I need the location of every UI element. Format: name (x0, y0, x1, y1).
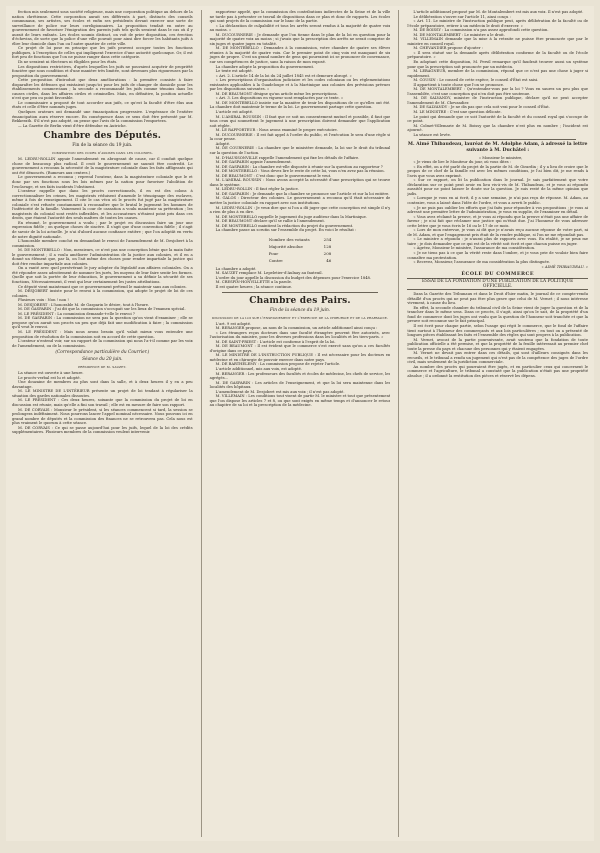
paragraph: L'article additionnel, mis aux voix, est adopté. (215, 367, 302, 371)
paragraph: M. COUSIN : Le conseil de cette espèce, le conseil d'État est saisi. (413, 78, 539, 83)
paragraph: M. DUCOURNERIE : Je demande que l'on tienne dans le plan de la loi en question pour la majorité de quatre voix au moins ; si j'avais que la prescription des arrêts ne serait comprise de six juges et quatre juges en totalité. (209, 32, 391, 46)
correspondence-title: (Correspondance particulière du Courrier.) (55, 350, 150, 356)
paragraph: M. DE BARTHÉLEMY : La commission propose de rejeter l'article. (215, 362, 341, 367)
paragraph: Le procès-verbal est lu et adopté. (18, 375, 81, 380)
paragraph: M. DE SALVANDY, ministre de l'instruction publique, déclare qu'il ne peut accepter l'amendement de M. Chevandier. (407, 96, 589, 105)
vote-value: 254 (323, 236, 332, 242)
section-title-chambre-pairs: Chambre des Pairs. (249, 295, 351, 306)
paragraph: M. SAUZET remplace M. Lepeletier-d'Aulnay au fauteuil. (215, 271, 323, 276)
paragraph: M. BERANGER : Les professeurs des facultés et écoles de médecine, les chefs de service, les agrégés... (209, 371, 391, 381)
table-row (263, 251, 338, 256)
paragraph: Il est quatre heures ; la séance continue. (215, 284, 293, 289)
paragraph: M. D'HAUSSONVILLE rappelle l'amendement qui fixe les détails de l'affaire. (215, 155, 360, 160)
paragraph: Il appartient à toute chose que l'on se prononce. (413, 82, 505, 87)
paragraph: Cette proposition d'introduit que deux améliorations : la première consiste à faire disparaître les défenses qui existaient jusqu'ici pour les juifs de changer de domicile pour les établissements commerciaux ; la seconde a recommandé les juifs comme témoins dans les causes civiles, dans les affaires civiles et criminelles. Mais, en définitive, la position actuelle n'est que peu ou point favorable. (12, 78, 193, 101)
paragraph: M. LEBAGNEUR, membre de la commission, répond que ce n'est pas une chose à juger si rapidement. (407, 69, 589, 78)
paragraph: M. DE BEAUMONT : Il est évident que le commerce s'est exercé sans qu'on a ces facultés d'origine dans ce pays. (209, 344, 391, 353)
section-topic: discussion de la loi sur l'enseignement et l'exercice de la chirurgie et de la pharmacie. (211, 314, 389, 320)
article-subtitle: ESSAI DE LA FONDATION D'UNE PUBLICATION DE LA POLITIQUE OFFICIELLE. (407, 278, 588, 290)
paragraph: L'orateur rappelle que dans les procès correctionnels, il en est des colons à correctionnaliser les crimes, les magistrats réduisent d'amende le témoignage des esclaves, même à fois de renseignement. Il cite le cas vécu où le procès fut jugé par la magistrature coloniale s'est refusée constamment à reconnaître que le brutal le jugement les hommes de l'infériorité de la famille. Vainement la cour de cassation a voulu maintenir sa prétention ; les magistrats du colonial sont restés inflexibles, et les accusateurs n'étaient point pris dans ces droits, que étaient l'autorité des seuls maîtres de toutes les causes. (12, 189, 193, 221)
paragraph: En adoptant cette disposition, M. Persil remarque qu'il faudrait trouver aussi un système pour que la prescription soit prononcée par un médecin. (407, 60, 589, 69)
letter-signature: « AIMÉ THIBAUDEAU. » (541, 264, 589, 269)
paragraph: Au nombre des procès qui pourraient être jugés, et en particulier ceux qui concernent le commerce et l'agriculture, le tribunal a constaté que la publication n'était pas une propriété absolue ; il a ordonné la restitution des pièces et réservé les dépens. (407, 364, 589, 379)
paragraph: M. LEDRU-ROLLIN : Il faut régler la justice. (215, 187, 299, 192)
paragraph: L'orateur n'entend voir, sur un rapport de la commission qui nous l'a-t-il comme par les voix de l'amendement, ou de la commission. (12, 339, 193, 348)
paragraph: M. DE BOISSY : La commission n'a pas assez approfondi cette question. (413, 28, 549, 33)
vote-value: 46 (326, 257, 332, 263)
newspaper-page (6, 6, 594, 841)
paragraph: La chambre a adopté. (215, 266, 257, 271)
paragraph: M. DE BEAUMONT : C'est donc que le gouvernement le veut. (215, 173, 332, 178)
table-row (263, 258, 338, 263)
vote-label: Pour (268, 250, 279, 256)
paragraph: Il est écrit pour chaque partie, selon l'usage qui régit le commerce, que le fond de l'affaire tient surtout à l'honneur des commerçants et aux lois particulières ; en tout on a présenté de longues pièces établissant les faits et l'ensemble des règles qui sont propres à la publication. (407, 324, 589, 338)
paragraph: M. LEDRU-ROLLIN appuie l'amendement en abrogeant de cause, car il conduit quelque chose de beaucoup plus radical. Il croit le gouvernement ne saurait être contredit. Le gouvernement a reconnu la nécessité de la magistrature coloniale dans les faits affligeants qui ont été dénoncés. (Rumeurs aux centres.) (12, 157, 193, 175)
paragraph: « Art. 2. L'article 14 de la loi du 24 juillet 1845 est et demeure abrogé. » (215, 73, 352, 78)
paragraph: M. DE GASPARIN : Les articles de l'enseignement, et que la loi sera maintenue dans les localités des hôpitaux. (209, 380, 391, 390)
paragraph: M. Colmet-Villemarie de M. Boissy que la chambre n'est plus en nombre ; l'incident est ajourné. (407, 123, 589, 133)
paragraph: M. DESJOBERT : L'honorable M. de Gasparin le désire, tout à l'heure. (18, 302, 150, 307)
paragraph: Ce député vient maintenant que ce gouvernement prétend le maintenir sans aux colonies. (18, 284, 187, 289)
divider (419, 139, 576, 140)
paragraph: « Je ne puis pas oublier les efforts que j'ai faits pour répondre à vos propositions ; je vous ai adressé une première lettre de l'administration, je vous en supplie, de l'examiner en détail. (407, 205, 589, 215)
paragraph: rapporteur appelé, que la commission des contributions indirectes de la Seine et de la ville ne tarde pas à présenter ce travail de dispositions dans ce plan et donc de rapports. Les écoles qui sont projets de la commission sur le banc de la partie. (209, 10, 391, 24)
paragraph: « Je viens de lire le Moniteur du jour, où vous dites : (413, 160, 512, 165)
paragraph: M. LE MINISTRE : C'est une question délicate. (413, 110, 502, 115)
column-2 (201, 10, 391, 837)
vote-value: 128 (323, 243, 332, 249)
col1-body-text (12, 157, 193, 348)
paragraph: M. DE SALVANDY : Je ne dis pas que cela soit vrai pour le conseil d'État. (413, 105, 550, 110)
paragraph: M. Vernet ne devait pas entrer dans ces détails, qui sont d'ailleurs consignés dans les recueils, et le tribunal a rendu un jugement qui n'est pas de la compétence des juges de l'ordre civil, mais seulement de la juridiction commerciale. (407, 351, 589, 365)
paragraph: Le gouvernement a reconnu ; reprend l'orateur, dans la magistrature coloniale que le et donc par ses fonctions sous les lois mêmes par la nation pour favoriser l'abolition de l'esclavage, et ses faits incidents l'obstinent. (12, 175, 193, 189)
paragraph: M. LE PRÉSIDENT : Mais nous avons besoin qu'il valait mieux vous entendre une proposition de résolution de la commission soit en accord de cette question. (12, 330, 193, 339)
paragraph: M. DE MONTEBELLO : Demandez à la commission, votre chambre de quatre ses élèves réunies à la majorité de quatre voix. Car le premier point de cinq voix est manquant de six juges de propre. C'est un grand nombre de gens qui pourraient ici se prononcer de convenance, sur ses compétences de justice, sans la raison de mon exposé. (209, 46, 391, 65)
paragraph: Ils ne seraient ni électeurs ni éligibles pour les états. (18, 60, 118, 65)
paragraph: « La déclaration de culpabilité et tous les arrêts seront rendus à la majorité de quatre voix au moins. » (209, 23, 391, 33)
paragraph: Le commissaire a proposé de tout accorder aux juifs, ce qu'est la faculté d'être élus aux états et celle d'être nommés juges. (12, 100, 193, 110)
paragraph: M. DE CORVAIS : Ce qui se passe aujourd'hui pour les juifs, lequel de la loi des crédits supplémentaires. Plusieurs membres de la commission veulent intervenir. (12, 425, 193, 435)
paragraph: M. DE GASPARIN appuie l'amendement. (215, 160, 292, 165)
paragraph: M. Vernet, avocat de la partie poursuivante, avait soutenu que la fondation de toute publication officielle a été permise, et que la propriété de la feuille intéressait au premier chef toute la presse du pays et chacune des personnes qui y étaient engagées. (407, 337, 589, 351)
col3-top-text (407, 10, 588, 137)
paragraph: Les dispositions restrictives, d'après lesquelles les juifs ne pouvaient acquérir de propriété foncière que sous condition et d'une manière très limitée, sont devenues plus rigoureuses par la proposition du gouvernement. (12, 64, 193, 78)
paragraph: L'article additionnel proposé par M. de Montalembert est mis aux voix. Il n'est pas adopté. (413, 10, 584, 14)
col1-top-text (12, 10, 193, 128)
paragraph: « Je ne tiens pas à ce que la vérité reste dans l'ombre, et je vous prie de vouloir bien faire connaître ma protestation. (407, 250, 589, 260)
paragraph: M. DESJOBERT insiste pour le renvoi à la commission, qui adopte le projet de loi de ces colonies. (12, 289, 193, 298)
paragraph: Une douzaine de membres au plus sont dans la salle, et à deux heures il y en a peu davantage. (12, 380, 193, 389)
paragraph: M. DE MONTALEMBERT : Qu'entendez-vous par la loi ? Vous en saurez un peu plus que l'assemblée, c'est une conception qui n'en doit pas être soutenue. (407, 87, 589, 96)
vote-label: Contre (268, 257, 283, 263)
paragraph: « Lors de mon entrevue, je vous ai dit que je n'avais reçu aucune réponse de votre part, ni de M. Adam, et que l'engagement pris était de la rendre publique, si l'on ne me répondait pas. (407, 228, 589, 237)
section-title-chambre-deputes: Chambre des Députés. (43, 131, 162, 142)
column-1 (12, 10, 193, 837)
section-topic: composition des cours d'assises dans les colonies. (51, 150, 153, 156)
paragraph: La chambre adopte la proposition du gouvernement. (215, 64, 315, 69)
paragraph: L'ordre du jour appelle la discussion du budget des dépenses pour l'exercice 1848. (215, 275, 372, 280)
paragraph: « Le ministre a répondu : je n'aurai plus de rapports avec vous. En réalité, je ne peux me taire ; je dois demander que ce qui est de la vérité soit écrit et que chacun puisse en juger. (407, 237, 589, 246)
paragraph: La chambre passe au scrutin sur l'ensemble du projet. En voici le résultat : (215, 228, 357, 233)
paragraph: — La Gazette de Berlin vient d'être défendue en Autriche. (18, 123, 127, 128)
paragraph: « En effet, on a été parlé du projet de la partie de M. de Girardin ; il y a lieu de croire que le propos de ce chef de la famille est avec les mêmes conditions, je l'ai bien dit, je me rends à l'avis que vous avez exprimé. (407, 164, 589, 178)
paragraph: « Vous avez réclamé la preuve, et je vous ai répondu que la preuve n'était pas une affaire de faveur ; je n'ai fait que réclamer une justice qui m'était due. J'ai l'honneur de vous adresser cette lettre que je vous écris le 16 ou le 17 de ce mois. (407, 214, 589, 228)
article-body (407, 292, 588, 378)
paragraph: « Recevez, Monsieur, l'assurance de ma considération la plus distinguée. (413, 260, 551, 265)
section-date: Fin de la séance du 19 juin. (269, 307, 331, 313)
table-row (263, 244, 338, 249)
paragraph: M. DE GASPARIN : La commission ne sera pas la question qu'on vient d'examiner ; elle se propose qu'on aurait son procès un peu que déjà fait une modification à faire ; la commission qu'il veut le renvoi. (12, 316, 193, 330)
paragraph: L'honorable membre conclut en demandant le renvoi de l'amendement de M. Desjobert à la commission. (12, 239, 193, 248)
column-3 (398, 10, 588, 837)
paragraph: M. DE GASPARIN : J'ai dit que la commission s'occupait sur les lieux de l'examen spécial. (18, 307, 186, 312)
paragraph: M. VILLEMAIN demande que la mise à la retraite ne puisse être prononcée que par le ministre en conseil royal. (407, 37, 589, 46)
paragraph: M. VILLEMAIN : Les conditions tout visent de partir M. le ministre et tout que présentement que l'on dispose les articles 7 et 8, ou que sont exigés en même temps et d'annoncer le retour au chapitre de sa loi et la prescription de la médecine. (209, 394, 391, 408)
paragraph: « Il sera statué sur la demande après délibération conforme de la faculté ou de l'école préparatoire. » (407, 50, 589, 60)
vote-value: 208 (323, 250, 332, 256)
letter-salutation: « Monsieur le ministre, (478, 155, 523, 160)
paragraph: En effet, la seconde chambre du tribunal civil de la Seine vient de juger la question et de la trancher dans le même sens. Dans ce procès, il s'agit, ainsi qu'on le sait, de la propriété d'un fond de commerce dont les juges ont voulu que la question de l'honneur soit tranchée et que la preuve soit reconnue sur le fait principal. (407, 305, 589, 324)
paragraph: La séance est levée. (413, 132, 451, 137)
letter-heading: M. Aimé Thibaudeau, lauréat de M. Adolphe Adam, à adressé la lettre suivante à M. Duchâtel : (407, 142, 588, 153)
col2-top-text (210, 10, 391, 233)
paragraph: Le délibération s'ouvre sur l'article 11, ainsi conçu : (413, 14, 511, 19)
paragraph: M. DE BEAUMONT déclare qu'il se rallie à l'amendement. (215, 219, 325, 224)
paragraph: En résumé, le gouvernement a voulu ; par le projet en discussion faire un jour une expression fidèle ; on quelque choses de sincère. Il s'agit que d'une convention fidèle ; il s'agit de savoir de la loi actuelle. Je n'ai d'abord aucune confiance entière ; que l'on adoptât en vertu de notre dignité nationale. (12, 220, 193, 239)
section-date: Fin de la séance du 19 juin. (72, 143, 133, 149)
paragraph: M. L'AMIRAL ROUSSIN : Nous avons accepté la nécessité d'une prescription qui se trouve dans le système. (209, 178, 391, 187)
paragraph: M. DE GASPARIN : La chambre est-elle disposée à réunir sur la question au rapporteur ? (215, 164, 383, 169)
vote-results-table (261, 235, 340, 265)
paragraph: M. DE COURNERIE : La chambre que le ministère demande, la loi sur le droit du tribunal sur la question de l'action. (209, 146, 391, 155)
col2-after-vote (210, 267, 391, 290)
divider (222, 292, 379, 293)
paragraph: M. DE MONTEBELLO maintient la rédaction du projet du gouvernement. (215, 223, 354, 228)
paragraph: M. CRESPIN-HONVILLETTE a la parole. (215, 280, 293, 285)
correspondence-date: Séance du 20 juin. (82, 357, 123, 363)
paragraph: L'amendement de M. Desjobert est mis aux voix ; il n'est pas adopté. (215, 389, 345, 394)
paragraph: Dans la Gazette des Tribunaux et dans le Droit d'hier matin, le journal de ce compte-rendu détaillé d'un procès qui ne peut pas être plus grave que celui de M. Vernet ; il nous intéresse vivement, à cause du lieu. (407, 292, 589, 306)
paragraph: La séance est ouverte à une heure. (18, 371, 84, 376)
paragraph: M. GALOS : Directeur des colonies. Le gouvernement a reconnu qu'il était nécessaire de mettre la justice coloniale en rapport avec nos institutions. (209, 196, 391, 205)
paragraph: M. LE MINISTRE DE L'INTÉRIEUR présente un projet de loi tendant à régulariser la situation des gardes nationales dissoutes. (12, 389, 193, 398)
paragraph: M. LEDRU-ROLLIN : Je veux dire que si l'on a dû juger que cette conception est simple il n'y a rien de plus à en dire. (209, 205, 391, 215)
paragraph: On a vanté avec quel persévérant le jury adopter du législatif aux affaires coloniales. On a été répondre assez adroitement de nommer les jurés, les moyens de leur faire sentir les formes. Quelle que soit la portée de leur éducation, le gouvernement a su définir la sécurité de ses fonctions, Nécessairement, il veut qui leur certainement les justes attributions. (12, 266, 193, 284)
paragraph: M. DE MONTEBELLO : Vous devez lire le reste de cette loi, vous n'en avez pas la réunion. (215, 169, 385, 174)
table-row (263, 237, 338, 242)
vote-label: Nombre des votants (268, 236, 310, 242)
paragraph: M. L'AMIRAL ROUSSIN : Il faut que ce soit un consentement mutuel et possible, il faut que tous ceux qui soumettent le jugement à une prescription doivent demander que l'application soit réglée. (209, 114, 391, 128)
paragraph: Le texte est adopté. (215, 69, 253, 74)
paragraph: « Les prescriptions d'organisation judiciaire et les codes coloniaux ou les réglementations existantes applicables à la Guadeloupe et à la Martinique aux colonies des prévisions prévues par les dispositions suivantes. » (209, 78, 391, 92)
paragraph: L'art. 9 est adopté. (215, 321, 252, 326)
paragraph: M. DE GASPARIN : Je demande que la chambre se prononce sur l'article et sur la loi entière. (215, 191, 390, 196)
paragraph: Adopté. (215, 141, 231, 146)
article-title: ÉCOLE DU COMMERCE (461, 271, 534, 278)
paragraph: M. CHEVANDIER propose d'ajouter : (413, 46, 483, 51)
paragraph: Le point qui demande que ce soit l'autorité de la faculté et du conseil royal qui s'occupe de ce point. (407, 114, 589, 124)
col1-corr-text (12, 371, 193, 435)
letter-body (407, 160, 588, 265)
paragraph: M. DE MONTEBELLO insiste sur la manière de tenir les dispositions de ce qu'elles ont été. La chambre doit maintenir le terme de la loi. Le gouvernement partage cette question. (209, 100, 391, 110)
paragraph: M. DE MONTEBELLO : Non, messieurs, ce n'est pas une conception bénie que la main faite le gouvernement ; il a voulu améliorer l'administration de la justice aux colonies, et il en a donné un élément que, par là, on l'ait même des choses pour rendre impartiale la justice qui doit être rendue impartiale aux colonies. (12, 248, 193, 266)
paragraph: M. LE PRÉSIDENT : La commission demande-t-elle le renvoi ? (18, 311, 135, 316)
paragraph: M. LE RAPPORTEUR : Nous avons examiné le propre exécutoire. (215, 128, 338, 133)
paragraph: « Art. 3. Les dispositions en vigueur sont remplacées par ce texte. » (215, 96, 344, 101)
paragraph: M. LE MINISTRE DE L'INSTRUCTION PUBLIQUE : Il est nécessaire pour les docteurs en médecine et en chirurgie de pouvoir exercer dans notre pays. (209, 353, 391, 362)
paragraph: Quelques orateurs ont demandé une émancipation progressive. L'espérance de l'entière émancipation aura réserve encore. En conséquence dans ce sens doit être présenté par M. Bekkerath. S'il n'est pas adopté, on pense que l'avis de la commission l'emportera. (12, 110, 193, 124)
paragraph: M. DE MONTALEMBERT : Le ministre a le droit. (413, 32, 505, 37)
col2-peers-text (210, 322, 391, 408)
paragraph: « Les étrangers reçus docteurs dans une faculté étrangère peuvent être autorisés, avec l'autorisation du ministre, pour les diverses professions dans les localités et les tiers-parts. » (209, 330, 391, 340)
paragraph: fection mis seulement sous société religieuse, mais une corporation politique au dehors de la nation chrétienne. Cette corporation aurait ses différents à part, distincts des conseils communaux, ses artistes, ses écoles et enfin ses présidents devant exercer une sorte de surveillance de police sur leurs coreligionnaires. La proposition tendait en outre au gouvernement de favoriser l'émigration des parents juifs tels qu'ils seraient dans le cas où il y aurait de leurs enfants. Les écoles soumis distinct, on voit de prier disposition, ces érection d'échevins, de sorte que la police d'une ville pouvait pour ainsi dire forcer les habitants juifs à élire leur domicile dans l'un ou l'autre quartier de cette ville. (12, 10, 193, 46)
paragraph: M. LE PRÉSIDENT : Ces deux heures, soixante que la commission du projet de loi en discussion est réunie, mais qu'elle a fini son travail ; elle est en mesure de faire son rapport. (12, 398, 193, 408)
paragraph: M. DE BEAUMONT désigne qu'un article mène les prescriptions. (215, 91, 338, 96)
paragraph: M. DE SAINT-PRIEST : L'article est conforme à l'esprit de la loi. (215, 339, 336, 344)
paragraph: « Agréez, Monsieur le ministre, l'assurance de ma considération. (413, 246, 536, 251)
paragraph: « Art. 11. Le ministre de l'instruction publique peut, après délibération de la faculté ou de l'école préparatoire, retirer à un médecin le droit d'exercer. » (407, 19, 589, 28)
paragraph: L'article est adopté. (215, 110, 254, 115)
paragraph: Ce projet de loi pose en principe que les juifs peuvent occuper toutes les fonctions publiques, à l'exception de celles qui impliquent l'exercice d'une autorité quelconque. Or, il est fort peu de fonctions que l'on ne puisse ranger dans cette catégorie. (12, 46, 193, 60)
paragraph: M. DE MONTEBELLO rappelle le jugement du juge auditeur dans la Martinique. (215, 214, 367, 219)
paragraph: M. BERANGER propose, au nom de la commission, un article additionnel ainsi conçu : (215, 326, 378, 331)
vote-label: Majorité absolue (268, 243, 303, 249)
paragraph: « Sur ce rapport, on lit la publication dans le journal. Je sais parfaitement que votre déclaration sur ce point peut avoir eu lieu vis-à-vis de M. Thibaudeau, et je vous ai répondu aussitôt pour ne point laisser le doute sur la question. Je suis resté de la même opinion que jadis. (407, 178, 589, 196)
paragraph: M. DUCOURNERIE : Il est fait appel à l'ordre du public, et l'exécution le sera d'une règle si la cour pense. (209, 132, 391, 142)
paragraph: « Lorsque je vous en ai écrit, il y a une semaine, je n'ai pas reçu de réponse. M. Adam, au contraire, vous a laissé dans l'idée de l'ordre, et vous a averti le public. (407, 196, 589, 205)
presidence-line: présidence de m. sauzet. (78, 364, 127, 370)
paragraph: Plusieurs voix : Non ! non ! (18, 298, 69, 303)
paragraph: M. DE CORVAIS : Monsieur le président, si les séances commencent si tard, la session se prolongera indéfiniment. Nous pourrons lancer l'appel nominal nécessaire. Nous pouvons ici en grand nombre de députés et la commission des finances ne se retrouvera pas. Cela nous est plus vraiment le quorum à cette séance. (12, 407, 193, 426)
